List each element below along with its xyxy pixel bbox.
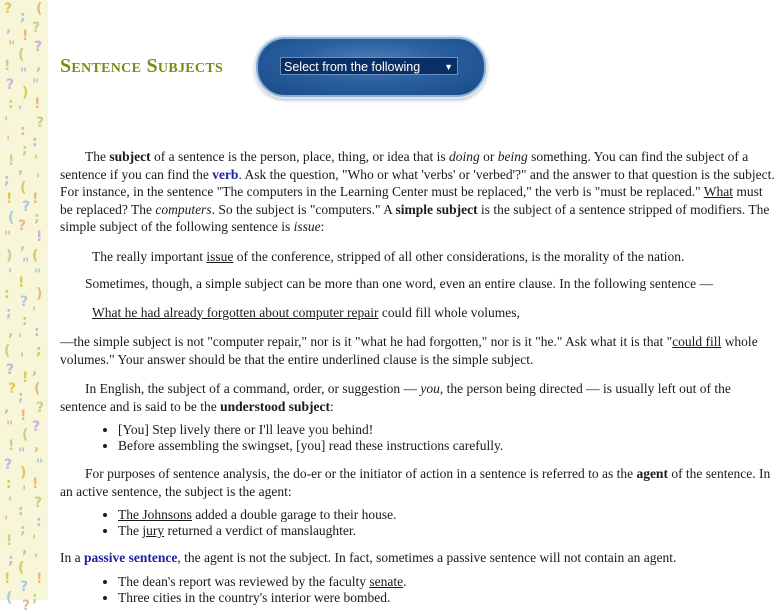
decorative-glyph: , <box>20 237 26 253</box>
decorative-glyph: ; <box>22 142 28 158</box>
decorative-glyph: : <box>6 476 12 492</box>
list-item: • Three cities in the country's interior were bombed. <box>118 590 776 606</box>
decorative-glyph: , <box>34 438 40 454</box>
decorative-glyph: ? <box>4 457 13 473</box>
decorative-glyph: " <box>6 419 14 435</box>
paragraph-multiword-subject: Sometimes, though, a simple subject can be more than one word, even an entire clause. In the following sentence — <box>85 276 713 291</box>
list-item: • Before assembling the swingset, [you] read these instructions carefully. <box>118 438 776 454</box>
decorative-glyph: ? <box>36 115 45 131</box>
dropdown-selected-value: Select from the following <box>284 60 421 74</box>
decorative-glyph: " <box>34 267 42 283</box>
decorative-punctuation-stripe <box>0 0 48 614</box>
decorative-glyph: : <box>22 313 28 329</box>
decorative-glyph: ! <box>32 191 39 207</box>
decorative-glyph: ? <box>20 294 29 310</box>
decorative-glyph: " <box>36 457 44 473</box>
decorative-glyph: ' <box>4 115 9 131</box>
decorative-glyph: ) <box>22 85 29 101</box>
decorative-glyph: ? <box>32 419 41 435</box>
decorative-glyph: ? <box>6 362 15 378</box>
decorative-glyph: ! <box>8 438 15 454</box>
decorative-glyph: ? <box>34 39 43 55</box>
decorative-glyph: ' <box>22 484 27 500</box>
decorative-glyph: ( <box>8 210 15 226</box>
decorative-glyph: ( <box>4 343 11 359</box>
decorative-glyph: ( <box>18 47 25 63</box>
verb-link[interactable]: verb <box>212 166 239 182</box>
decorative-glyph: ( <box>6 590 13 606</box>
decorative-glyph: ' <box>20 351 25 367</box>
decorative-glyph: ( <box>36 1 43 17</box>
list-item: • The Johnsons added a double garage to their house. <box>118 507 776 523</box>
decorative-glyph: ) <box>20 465 27 481</box>
decorative-glyph: ! <box>4 571 11 587</box>
decorative-glyph: " <box>4 229 12 245</box>
example-sentence-clause: What he had already forgotten about computer repair could fill whole volumes, <box>92 304 520 320</box>
decorative-glyph: ' <box>32 533 37 549</box>
decorative-glyph: ! <box>6 533 13 549</box>
page-title: Sentence Subjects <box>60 55 224 77</box>
paragraph-understood-subject: In English, the subject of a command, order, or suggestion — you, the person being directed — is usually left out of the sentence and is said to be the understood subject: <box>60 381 731 414</box>
article-body <box>60 148 776 606</box>
decorative-glyph: ' <box>4 514 9 530</box>
decorative-glyph: : <box>4 286 10 302</box>
decorative-glyph: ( <box>34 381 41 397</box>
decorative-glyph: ; <box>20 9 26 25</box>
page-header <box>60 36 770 96</box>
decorative-glyph: : <box>8 96 14 112</box>
decorative-glyph: ) <box>36 286 43 302</box>
decorative-glyph: , <box>36 58 42 74</box>
decorative-glyph: ; <box>34 210 40 226</box>
decorative-glyph: , <box>6 20 12 36</box>
decorative-glyph: " <box>32 77 40 93</box>
decorative-glyph: ! <box>22 370 29 386</box>
list-item: • [You] Step lively there or I'll leave you behind! <box>118 422 776 438</box>
decorative-glyph: ' <box>18 332 23 348</box>
decorative-glyph: " <box>8 39 16 55</box>
decorative-glyph: ? <box>20 579 29 595</box>
decorative-glyph: ? <box>4 1 13 17</box>
decorative-glyph: ! <box>6 191 13 207</box>
decorative-glyph: ' <box>32 305 37 321</box>
decorative-glyph: ? <box>8 381 17 397</box>
decorative-glyph: , <box>18 161 24 177</box>
decorative-glyph: : <box>18 503 24 519</box>
decorative-glyph: ! <box>22 28 29 44</box>
decorative-glyph: ! <box>36 571 43 587</box>
decorative-glyph: , <box>32 362 38 378</box>
decorative-glyph: ! <box>34 96 41 112</box>
decorative-glyph: ( <box>18 560 25 576</box>
passive-examples <box>60 574 776 606</box>
decorative-glyph: , <box>22 541 28 557</box>
decorative-glyph: : <box>36 514 42 530</box>
decorative-glyph: , <box>8 324 14 340</box>
list-item: • The dean's report was reviewed by the faculty senate. <box>118 574 776 590</box>
decorative-glyph: ' <box>6 134 11 150</box>
decorative-glyph: ( <box>22 427 29 443</box>
decorative-glyph: ' <box>34 552 39 568</box>
decorative-glyph: , <box>4 400 10 416</box>
dropdown-arrow-icon: ▼ <box>444 62 453 72</box>
decorative-glyph: " <box>20 66 28 82</box>
decorative-glyph: ' <box>8 495 13 511</box>
decorative-glyph: ? <box>22 598 31 614</box>
decorative-glyph: ' <box>8 267 13 283</box>
decorative-glyph: ; <box>36 343 42 359</box>
decorative-glyph: : <box>34 324 40 340</box>
decorative-glyph: : <box>20 123 26 139</box>
decorative-glyph: ! <box>4 58 11 74</box>
decorative-glyph: " <box>18 446 26 462</box>
decorative-glyph: ; <box>20 522 26 538</box>
decorative-glyph: ( <box>32 248 39 264</box>
decorative-glyph: ' <box>36 172 41 188</box>
paragraph-definition: The subject of a sentence is the person, place, thing, or idea that is doing or being something. You can find the subject of a sentence if you can find the verb. Ask the question, "Who or what 'verbs' or 'verbed'?" and the answer to that question is the subject. For instance, in the sentence "The computers in the Learning Center must be replaced," the verb is "must be replaced." What must be replaced? The computers. So the subject is "computers." A simple subject is the subject of a sentence stripped of modifiers. The simple subject of the following sentence is issue: <box>60 149 775 234</box>
decorative-glyph: ! <box>36 229 43 245</box>
decorative-glyph: ; <box>6 305 12 321</box>
list-item: • The jury returned a verdict of manslaughter. <box>118 523 776 539</box>
decorative-glyph: ) <box>6 248 13 264</box>
decorative-glyph: " <box>22 256 30 272</box>
decorative-glyph: ; <box>32 590 38 606</box>
decorative-glyph: ' <box>18 104 23 120</box>
decorative-glyph: ? <box>32 20 41 36</box>
decorative-glyph: ! <box>18 275 25 291</box>
decorative-glyph: ; <box>8 552 14 568</box>
decorative-glyph: ? <box>22 199 31 215</box>
decorative-glyph: ( <box>20 180 27 196</box>
passive-sentence-link[interactable]: passive sentence <box>84 550 178 565</box>
decorative-glyph: ? <box>34 495 43 511</box>
paragraph-clause-explanation: —the simple subject is not "computer repair," nor is it "what he had forgotten," nor is it "he." Ask what it is that "could fill whole volumes." Your answer should be that the entire underlined clause is the simple subject. <box>60 334 758 367</box>
decorative-glyph: ? <box>18 218 27 234</box>
example-sentence-issue: The really important issue of the conference, stripped of all other considerations, is the morality of the nation. <box>92 248 685 264</box>
decorative-glyph: ! <box>8 153 15 169</box>
decorative-glyph: ! <box>32 476 39 492</box>
agent-examples <box>60 507 776 539</box>
paragraph-agent: For purposes of sentence analysis, the do-er or the initiator of action in a sentence is referred to as the agent of the sentence. In an active sentence, the subject is the agent: <box>60 466 771 499</box>
decorative-glyph: ; <box>18 389 24 405</box>
decorative-glyph: ! <box>20 408 27 424</box>
decorative-glyph: ? <box>36 400 45 416</box>
understood-subject-examples <box>60 422 776 454</box>
decorative-glyph: : <box>32 134 38 150</box>
decorative-glyph: ? <box>6 77 15 93</box>
decorative-glyph: ' <box>34 153 39 169</box>
decorative-glyph: ; <box>4 172 10 188</box>
topic-dropdown[interactable] <box>280 57 458 75</box>
topic-selector-panel <box>256 37 486 97</box>
paragraph-passive: In a passive sentence, the agent is not the subject. In fact, sometimes a passive sentence will not contain an agent. <box>60 550 677 565</box>
